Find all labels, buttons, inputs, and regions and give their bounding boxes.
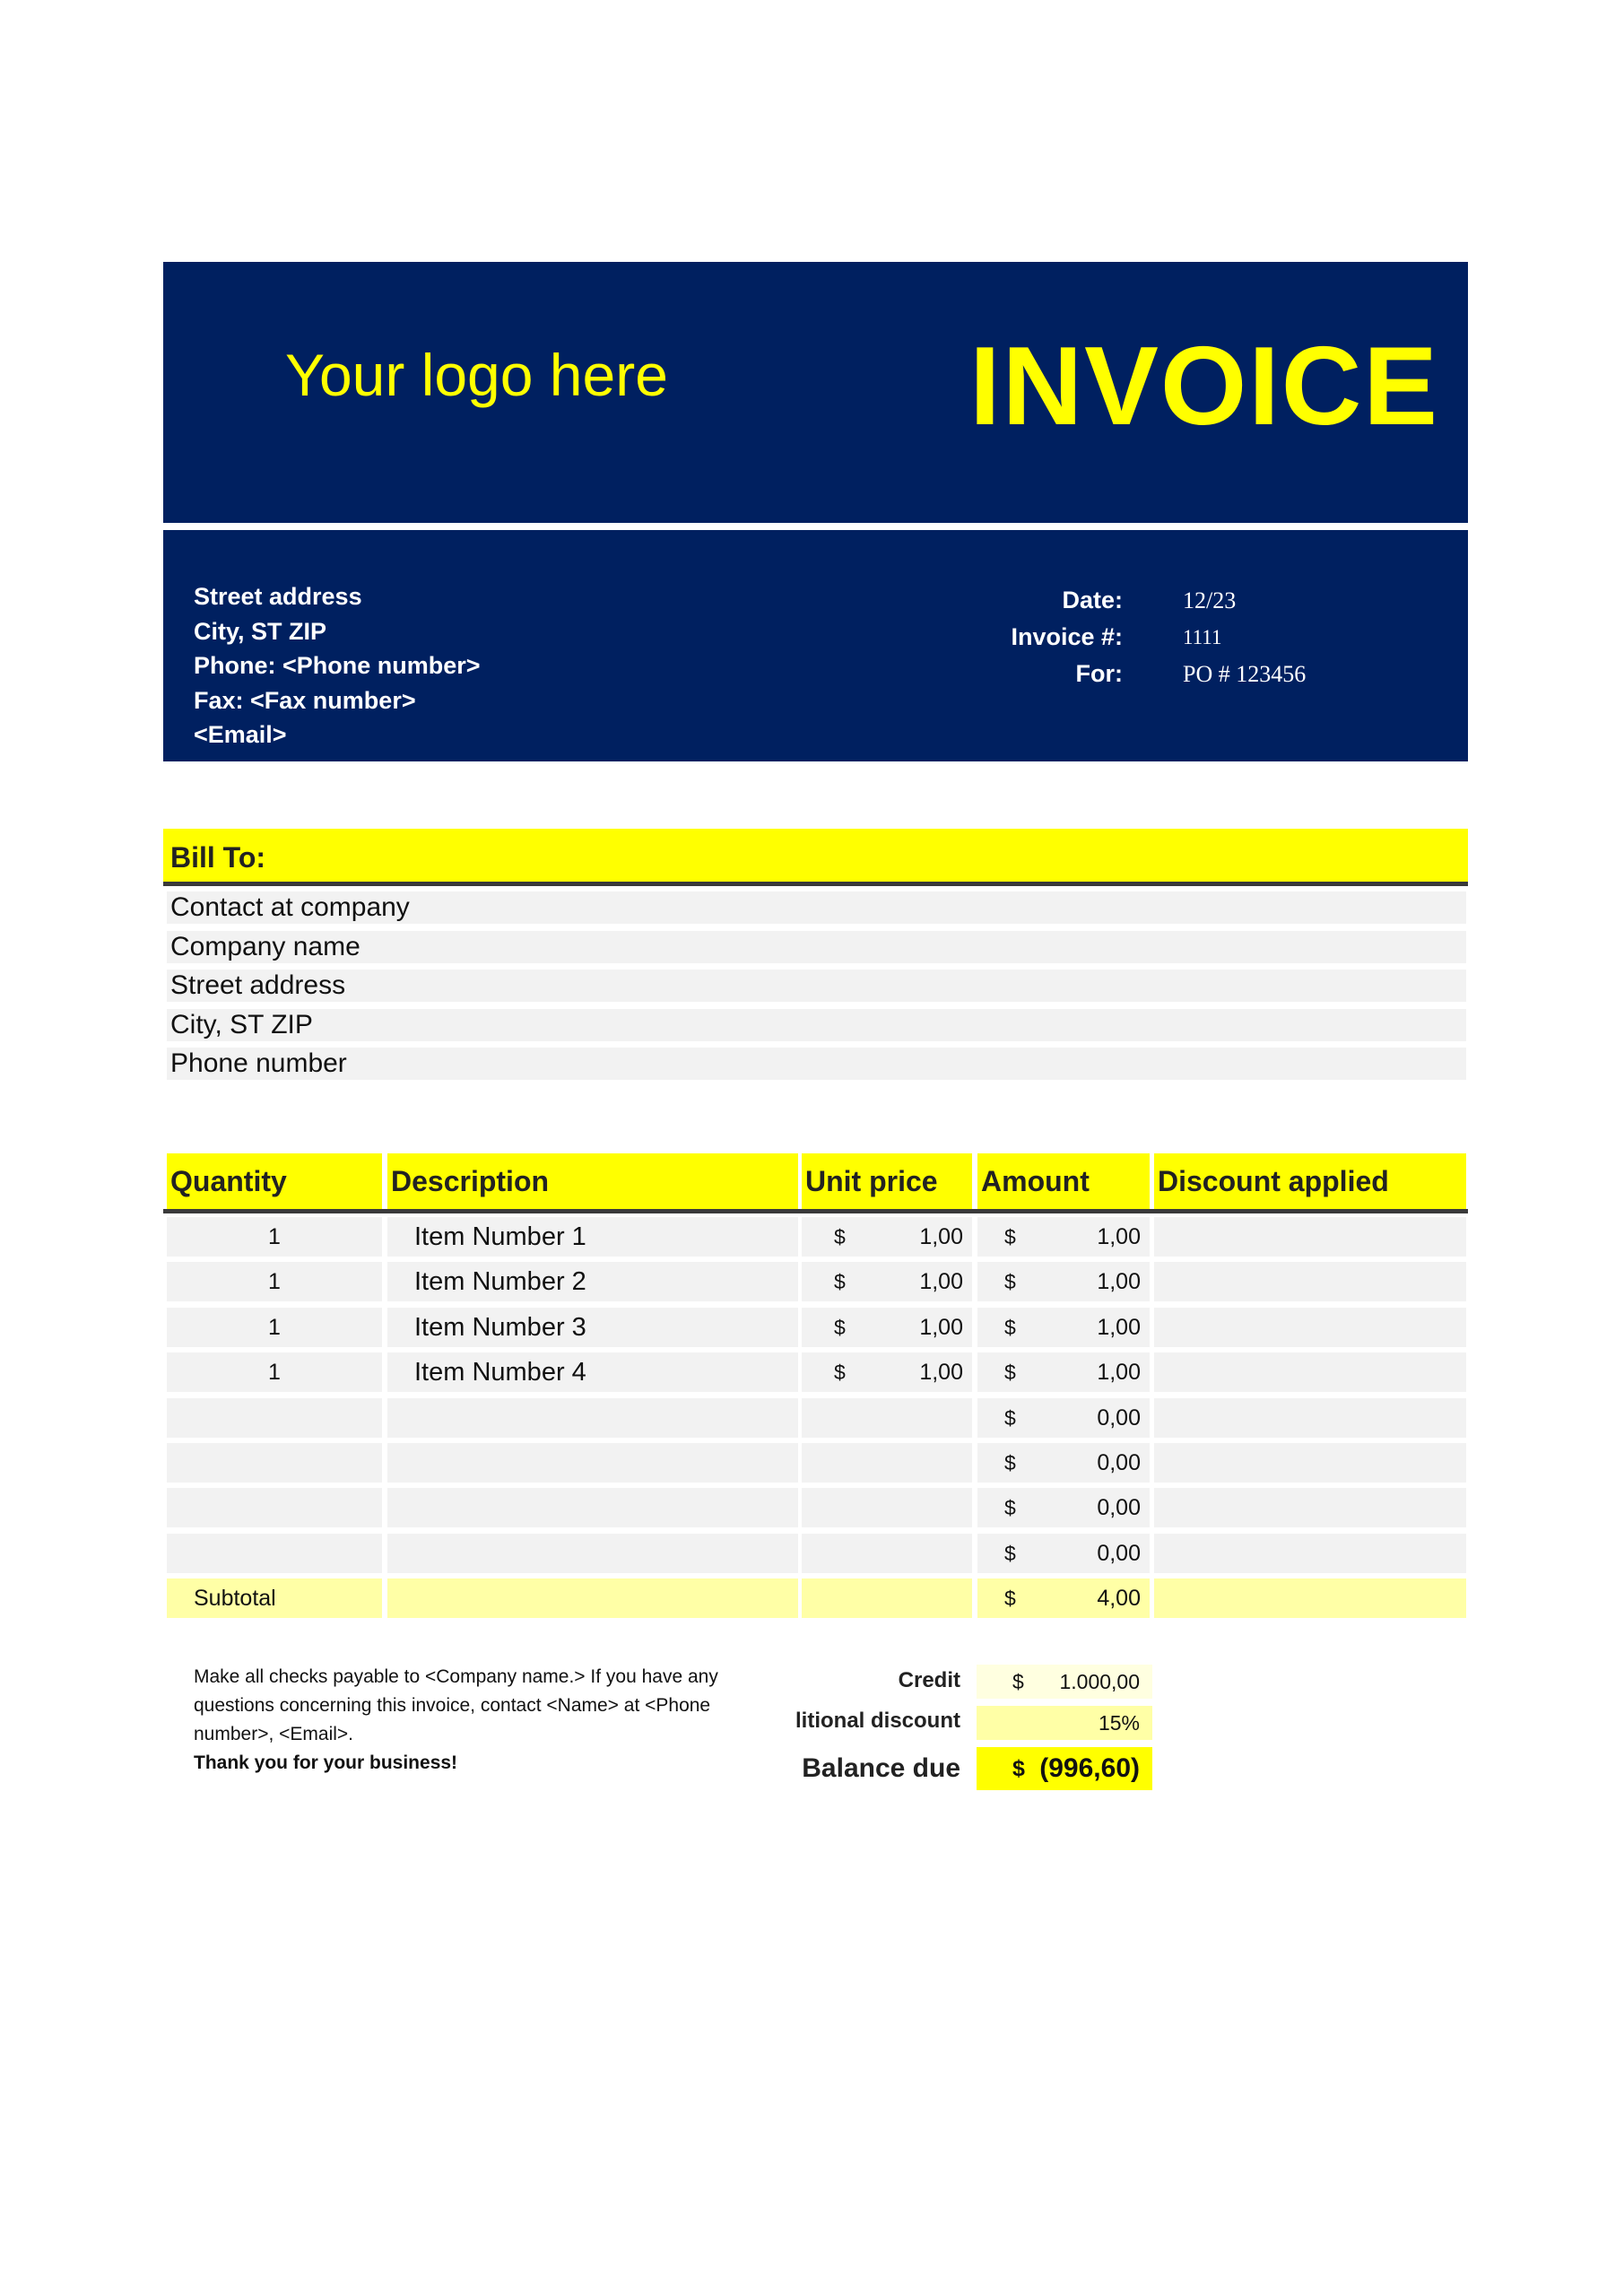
column-header-quantity: Quantity <box>167 1153 382 1209</box>
additional-discount-value: 15% <box>1098 1711 1140 1735</box>
unit-price-value: 1,00 <box>919 1269 963 1294</box>
subtotal-description-cell <box>387 1578 798 1618</box>
thank-you-text: Thank you for your business! <box>194 1752 458 1773</box>
column-header-amount: Amount <box>977 1153 1150 1209</box>
currency-symbol: $ <box>834 1316 846 1339</box>
row-2-unit-price-cell[interactable] <box>802 1262 972 1301</box>
row-4-quantity-cell[interactable] <box>167 1352 382 1392</box>
invoice-number-label: Invoice #: <box>1011 623 1123 650</box>
quantity-value: 1 <box>268 1269 281 1294</box>
date-label: Date: <box>1062 587 1123 613</box>
row-3-amount-cell[interactable] <box>977 1308 1150 1347</box>
row-2-discount-cell[interactable] <box>1154 1262 1466 1301</box>
row-3-quantity-cell[interactable] <box>167 1308 382 1347</box>
amount-value: 0,00 <box>1097 1405 1141 1431</box>
row-7-quantity-cell[interactable] <box>167 1488 382 1527</box>
row-8-unit-price-cell[interactable] <box>802 1534 972 1573</box>
for-value[interactable]: PO # 123456 <box>1183 661 1307 687</box>
row-6-amount-cell[interactable] <box>977 1443 1150 1483</box>
description-value: Item Number 3 <box>414 1313 586 1342</box>
sender-address <box>194 579 481 752</box>
row-5-discount-cell[interactable] <box>1154 1398 1466 1438</box>
row-6-discount-cell[interactable] <box>1154 1443 1466 1483</box>
subtotal-label: Subtotal <box>194 1586 276 1611</box>
column-header-discount: Discount applied <box>1154 1153 1466 1209</box>
bill-to-contact[interactable]: Contact at company <box>167 891 1466 924</box>
amount-value: 0,00 <box>1097 1450 1141 1475</box>
amount-value: 1,00 <box>1097 1360 1141 1385</box>
subtotal-amount-cell <box>977 1578 1150 1618</box>
description-value: Item Number 2 <box>414 1267 586 1296</box>
row-7-description-cell[interactable] <box>387 1488 798 1527</box>
sender-info-panel <box>163 530 1468 761</box>
subtotal-value: 4,00 <box>1097 1586 1141 1611</box>
currency-symbol: $ <box>1004 1587 1016 1610</box>
row-2-quantity-cell[interactable] <box>167 1262 382 1301</box>
amount-value: 1,00 <box>1097 1224 1141 1249</box>
amount-value: 0,00 <box>1097 1495 1141 1520</box>
bill-to-street[interactable]: Street address <box>167 970 1466 1002</box>
sender-city: City, ST ZIP <box>194 617 327 645</box>
balance-due-box <box>977 1747 1152 1790</box>
row-8-quantity-cell[interactable] <box>167 1534 382 1573</box>
row-5-quantity-cell[interactable] <box>167 1398 382 1438</box>
row-6-quantity-cell[interactable] <box>167 1443 382 1483</box>
currency-symbol: $ <box>1004 1361 1016 1384</box>
row-4-description-cell[interactable] <box>387 1352 798 1392</box>
subtotal-discount-cell <box>1154 1578 1466 1618</box>
row-4-amount-cell[interactable] <box>977 1352 1150 1392</box>
currency-symbol: $ <box>1004 1316 1016 1339</box>
sender-fax: Fax: <Fax number> <box>194 686 416 714</box>
currency-symbol: $ <box>1004 1225 1016 1248</box>
currency-symbol: $ <box>1004 1496 1016 1519</box>
row-1-quantity-cell[interactable] <box>167 1217 382 1257</box>
bill-to-phone[interactable]: Phone number <box>167 1048 1466 1080</box>
column-header-description: Description <box>387 1153 798 1209</box>
row-4-unit-price-cell[interactable] <box>802 1352 972 1392</box>
row-5-description-cell[interactable] <box>387 1398 798 1438</box>
invoice-number-value[interactable]: 1111 <box>1183 626 1222 648</box>
row-7-unit-price-cell[interactable] <box>802 1488 972 1527</box>
row-8-description-cell[interactable] <box>387 1534 798 1573</box>
unit-price-value: 1,00 <box>919 1315 963 1340</box>
amount-value: 1,00 <box>1097 1315 1141 1340</box>
currency-symbol: $ <box>834 1270 846 1293</box>
payment-note-text: Make all checks payable to <Company name.> If you have any questions concerning this invoice, contact <Name> at <Phone number>, <Email>. <box>194 1666 718 1744</box>
payment-note <box>194 1663 750 1778</box>
row-8-amount-cell[interactable] <box>977 1534 1150 1573</box>
row-1-unit-price-cell[interactable] <box>802 1217 972 1257</box>
subtotal-unit-cell <box>802 1578 972 1618</box>
amount-value: 1,00 <box>1097 1269 1141 1294</box>
invoice-meta-labels <box>1011 582 1123 692</box>
row-3-discount-cell[interactable] <box>1154 1308 1466 1347</box>
unit-price-value: 1,00 <box>919 1360 963 1385</box>
balance-currency: $ <box>1012 1756 1025 1781</box>
currency-symbol: $ <box>834 1361 846 1384</box>
amount-value: 0,00 <box>1097 1541 1141 1566</box>
balance-due-label: Balance due <box>802 1753 960 1783</box>
row-7-discount-cell[interactable] <box>1154 1488 1466 1527</box>
description-value: Item Number 4 <box>414 1358 586 1387</box>
quantity-value: 1 <box>268 1224 281 1249</box>
row-8-discount-cell[interactable] <box>1154 1534 1466 1573</box>
row-6-unit-price-cell[interactable] <box>802 1443 972 1483</box>
description-value: Item Number 1 <box>414 1222 586 1251</box>
credit-currency: $ <box>1012 1670 1024 1693</box>
sender-email: <Email> <box>194 721 287 748</box>
row-2-amount-cell[interactable] <box>977 1262 1150 1301</box>
subtotal-label-cell <box>167 1578 382 1618</box>
header-banner <box>163 262 1468 523</box>
row-5-unit-price-cell[interactable] <box>802 1398 972 1438</box>
currency-symbol: $ <box>1004 1270 1016 1293</box>
table-header-rule <box>163 1209 1468 1213</box>
bill-to-city[interactable]: City, ST ZIP <box>167 1009 1466 1041</box>
for-label: For: <box>1075 660 1123 687</box>
quantity-value: 1 <box>268 1360 281 1385</box>
currency-symbol: $ <box>1004 1542 1016 1565</box>
currency-symbol: $ <box>834 1225 846 1248</box>
row-4-discount-cell[interactable] <box>1154 1352 1466 1392</box>
logo-placeholder: Your logo here <box>285 342 668 408</box>
row-1-discount-cell[interactable] <box>1154 1217 1466 1257</box>
credit-box[interactable] <box>977 1665 1152 1699</box>
sender-phone: Phone: <Phone number> <box>194 652 481 679</box>
balance-due-value: (996,60) <box>1039 1753 1140 1783</box>
additional-discount-box[interactable] <box>977 1706 1152 1740</box>
quantity-value: 1 <box>268 1315 281 1340</box>
credit-value: 1.000,00 <box>1059 1670 1140 1693</box>
row-1-amount-cell[interactable] <box>977 1217 1150 1257</box>
invoice-meta-values <box>1183 582 1306 692</box>
unit-price-value: 1,00 <box>919 1224 963 1249</box>
bill-to-company[interactable]: Company name <box>167 931 1466 963</box>
currency-symbol: $ <box>1004 1451 1016 1474</box>
row-7-amount-cell[interactable] <box>977 1488 1150 1527</box>
credit-label: Credit <box>898 1668 960 1692</box>
bill-to-heading: Bill To: <box>170 841 266 874</box>
invoice-title: INVOICE <box>969 325 1439 448</box>
row-6-description-cell[interactable] <box>387 1443 798 1483</box>
row-1-description-cell[interactable] <box>387 1217 798 1257</box>
column-header-unit-price: Unit price <box>802 1153 972 1209</box>
date-value[interactable]: 12/23 <box>1183 587 1237 613</box>
row-2-description-cell[interactable] <box>387 1262 798 1301</box>
sender-street: Street address <box>194 583 362 610</box>
bill-to-header <box>163 829 1468 886</box>
row-3-description-cell[interactable] <box>387 1308 798 1347</box>
additional-discount-label: litional discount <box>795 1709 960 1733</box>
row-5-amount-cell[interactable] <box>977 1398 1150 1438</box>
row-3-unit-price-cell[interactable] <box>802 1308 972 1347</box>
currency-symbol: $ <box>1004 1406 1016 1430</box>
